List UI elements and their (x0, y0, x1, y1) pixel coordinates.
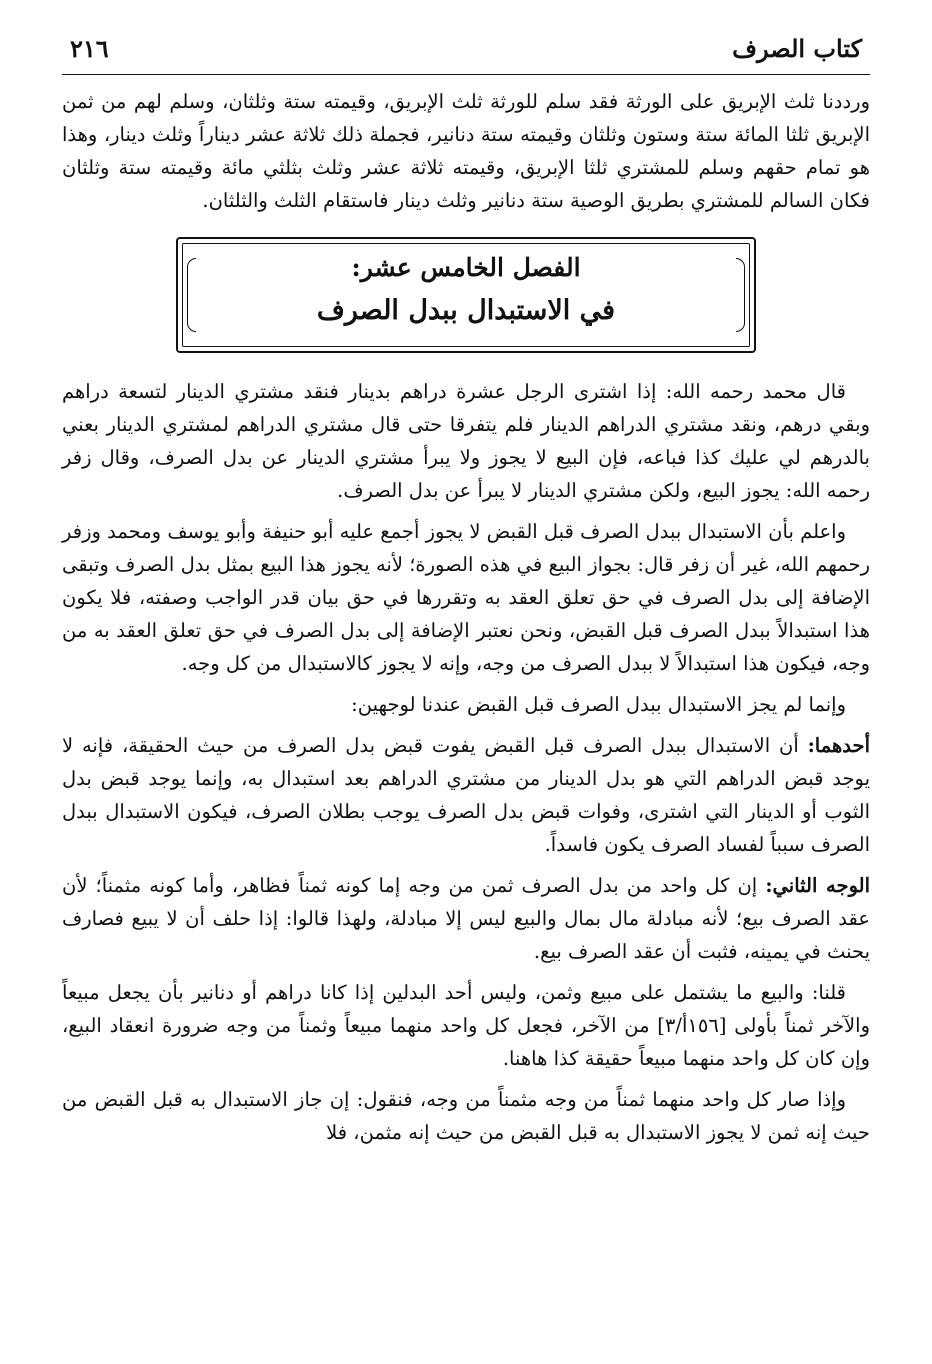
running-book-title: كتاب الصرف (732, 34, 862, 63)
page-header (62, 30, 870, 75)
paragraph-muhammad-quote: قال محمد رحمه الله: إذا اشترى الرجل عشرة دراهم بدينار فنقد مشتري الدينار لتسعة دراهم وبقي درهم، ونقد مشتري الدراهم الدينار فلم يتفرقا حتى قال مشتري الدراهم لمشتري الدينار بعني بالدرهم لي عليك كذا فباعه، فإن البيع لا يجوز ولا يبرأ مشتري الدينار عن بدل الصرف، وقال زفر رحمه الله: يجوز البيع، ولكن مشتري الدينار لا يبرأ عن بدل الصرف. (62, 380, 870, 502)
chapter-title: في الاستبدال ببدل الصرف (316, 295, 616, 326)
intro-paragraph: ورددنا ثلث الإبريق على الورثة فقد سلم للورثة ثلث الإبريق، وقيمته ستة وثلثان، وسلم لهم من ثمن الإبريق ثلثا المائة ستة وستون وثلثان وقيمته ستة دنانير، فجملة ذلك ثلاثة عشر ديناراً وثلث دينار، وهذا هو تمام حقهم وسلم للمشتري ثلثا الإبريق، وقيمته ثلاثة عشر وثلث بثلثي مائة وقيمته ستة وثلثان فكان السالم للمشتري بطريق الوصية ستة دنانير وثلث دينار فاستقام الثلث والثلثان. (62, 90, 870, 212)
chapter-number: الفصل الخامس عشر: (351, 253, 581, 282)
paragraph-second-reason (62, 869, 870, 968)
first-reason-label: أحدهما: (807, 734, 870, 757)
paragraph-we-said: قلنا: والبيع ما يشتمل على مبيع وثمن، وليس أحد البدلين إذا كانا دراهم أو دنانير بأن يجعل مبيعاً والآخر ثمناً بأولى [١٥٦أ/٣] من الآخر، فجعل كل واحد منهما مبيعاً وثمناً من وجه ضرورة انعقاد البيع، وإن كان كل واحد منهما مبيعاً حقيقة كذا هاهنا. (62, 981, 871, 1070)
second-reason-label: الوجه الثاني: (765, 874, 871, 897)
paragraph-continuation: وإذا صار كل واحد منهما ثمناً من وجه مثمناً من وجه، فنقول: إن جاز الاستبدال به قبل القبض من حيث إنه ثمن لا يجوز الاستبدال به قبل القبض من حيث إنه مثمن، فلا (62, 1088, 870, 1144)
chapter-heading-frame (176, 237, 756, 353)
paragraph-two-reasons: وإنما لم يجز الاستبدال ببدل الصرف قبل القبض عندنا لوجهين: (351, 693, 846, 716)
paragraph-first-reason (62, 729, 870, 861)
page-number: ٢١٦ (70, 34, 109, 63)
page (62, 30, 870, 1344)
paragraph-consensus: واعلم بأن الاستبدال ببدل الصرف قبل القبض لا يجوز أجمع عليه أبو حنيفة وأبو يوسف ومحمد وزفر رحمهم الله، غير أن زفر قال: بجواز البيع في هذه الصورة؛ لأنه يجوز هذا البيع بمثل بدل الصرف وتبقى الإضافة إلى بدل الصرف في حق تعلق العقد به وتقررها في حق بيان قدر الواجب وصفته، فلا يكون هذا استبدالاً ببدل الصرف قبل القبض، ونحن نعتبر الإضافة إلى بدل الصرف في حق تعلق العقد به من وجه، فيكون هذا استبدالاً لا ببدل الصرف من وجه، وإنه لا يجوز كالاستبدال من كل وجه. (62, 520, 870, 675)
first-reason-text: أن الاستبدال ببدل الصرف قبل القبض يفوت قبض بدل الصرف من حيث الحقيقة، فإنه لا يوجد قبض الدراهم التي هو بدل الدينار من مشتري الدراهم بعد استبدال به، وإنما يوجد قبض بدل الثوب أو الدينار التي اشترى، وفوات قبض بدل الصرف يوجب بطلان الصرف، فيكون الاستبدال ببدل الصرف سبباً لفساد الصرف يكون فاسداً. (62, 734, 870, 856)
second-reason-text: إن كل واحد من بدل الصرف ثمن من وجه إما كونه ثمناً فظاهر، وأما كونه مثمناً؛ لأن عقد الصرف بيع؛ لأنه مبادلة مال بمال والبيع ليس إلا مبادلة، ولهذا قالوا: إذا حلف أن لا يبيع فصارف يحنث في يمينه، فثبت أن عقد الصرف بيع. (62, 874, 870, 963)
